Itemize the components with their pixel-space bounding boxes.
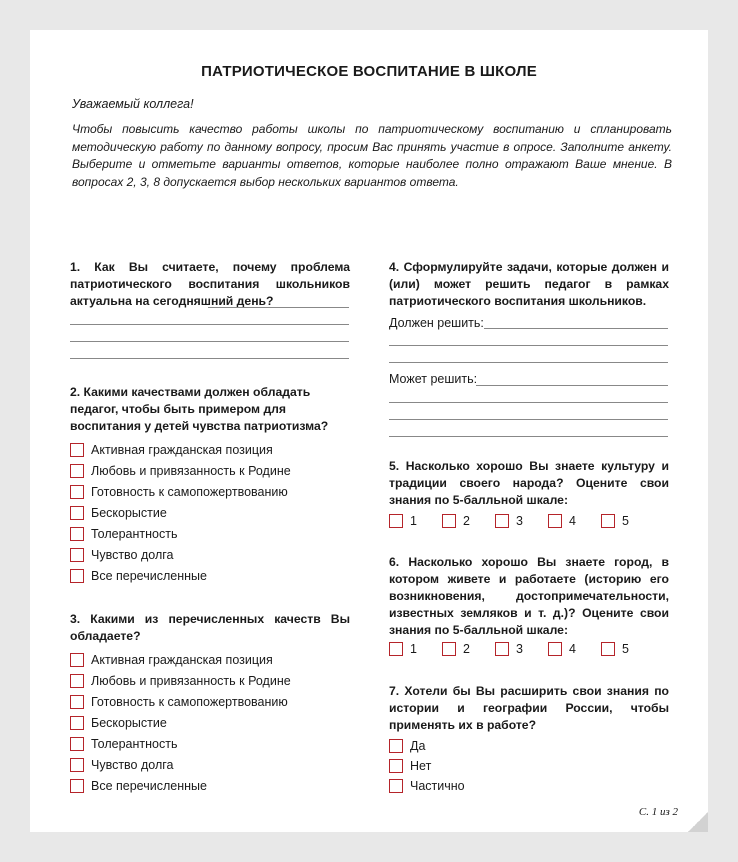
option-checkbox[interactable] (70, 464, 291, 478)
rating-option[interactable] (601, 642, 654, 656)
option-label: Да (410, 739, 426, 753)
option-checkbox[interactable] (70, 716, 167, 730)
rating-scale (389, 642, 654, 656)
checkbox[interactable] (389, 779, 403, 793)
question-3 (70, 611, 350, 645)
answer-line[interactable] (208, 307, 349, 308)
answer-line[interactable] (389, 402, 668, 403)
option-checkbox[interactable] (70, 443, 273, 457)
option-checkbox[interactable] (70, 506, 167, 520)
page-number: С. 1 из 2 (638, 806, 678, 818)
checkbox[interactable] (70, 506, 84, 520)
intro-text: Чтобы повысить качество работы школы по патриотическому воспитанию и спланировать методическую работу по данному вопросу, просим Вас принять участие в опросе. Заполните анкету. Выберите и отметьте варианты ответов, которые наиболее полно отражают Ваше мнение. В вопросах 2, 3, 8 допускается выбор нескольких вариантов ответа. (72, 122, 672, 189)
option-label: Бескорыстие (91, 506, 167, 520)
option-checkbox[interactable] (70, 737, 177, 751)
rating-label: 1 (410, 642, 417, 656)
question-1-text: 1. Как Вы считаете, почему проблема патриотического воспитания школьников актуальна на сегодняшний день? (70, 260, 350, 308)
question-6-text: 6. Насколько хорошо Вы знаете город, в котором живете и работаете (историю его возникновения, достопримечательности, известных земляков и т. д.)? Оцените свои знания по 5-балльной шкале: (389, 555, 669, 637)
question-6 (389, 554, 669, 639)
question-5 (389, 458, 669, 509)
question-7 (389, 683, 669, 734)
option-label: Чувство долга (91, 548, 174, 562)
answer-line[interactable] (70, 324, 349, 325)
rating-option[interactable] (442, 514, 495, 528)
rating-label: 4 (569, 514, 576, 528)
checkbox[interactable] (548, 514, 562, 528)
option-checkbox[interactable] (389, 779, 465, 793)
rating-label: 5 (622, 514, 629, 528)
checkbox[interactable] (70, 443, 84, 457)
answer-line[interactable] (389, 436, 668, 437)
rating-option[interactable] (389, 514, 442, 528)
option-checkbox[interactable] (70, 758, 173, 772)
rating-scale (389, 514, 654, 528)
checkbox[interactable] (389, 514, 403, 528)
answer-line[interactable] (389, 362, 668, 363)
checkbox[interactable] (70, 695, 84, 709)
checkbox[interactable] (70, 569, 84, 583)
rating-option[interactable] (548, 642, 601, 656)
option-label: Чувство долга (91, 758, 174, 772)
checkbox[interactable] (70, 548, 84, 562)
option-checkbox[interactable] (70, 485, 288, 499)
rating-option[interactable] (389, 642, 442, 656)
option-label: Готовность к самопожертвованию (91, 695, 288, 709)
checkbox[interactable] (70, 527, 84, 541)
checkbox[interactable] (70, 716, 84, 730)
answer-line[interactable] (70, 341, 349, 342)
option-checkbox[interactable] (70, 695, 288, 709)
option-label: Толерантность (91, 527, 178, 541)
answer-line[interactable] (70, 358, 349, 359)
question-4-text: 4. Сформулируйте задачи, которые должен и (или) может решить педагог в рамках патриотического воспитания школьников. (389, 260, 669, 308)
questionnaire-page (30, 30, 708, 832)
answer-line[interactable] (484, 328, 668, 329)
page-title: ПАТРИОТИЧЕСКОЕ ВОСПИТАНИЕ В ШКОЛЕ (201, 63, 537, 80)
rating-option[interactable] (442, 642, 495, 656)
question-2 (70, 384, 352, 435)
greeting: Уважаемый коллега! (72, 97, 194, 111)
must-label: Должен решить: (389, 316, 484, 330)
option-checkbox[interactable] (70, 569, 207, 583)
rating-option[interactable] (495, 514, 548, 528)
checkbox[interactable] (601, 642, 615, 656)
may-label: Может решить: (389, 372, 478, 386)
question-4 (389, 259, 669, 310)
option-checkbox[interactable] (389, 739, 425, 753)
rating-label: 3 (516, 514, 523, 528)
checkbox[interactable] (70, 674, 84, 688)
rating-option[interactable] (601, 514, 654, 528)
rating-label: 1 (410, 514, 417, 528)
checkbox[interactable] (70, 653, 84, 667)
question-5-text: 5. Насколько хорошо Вы знаете культуру и традиции своего народа? Оцените свои знания по 5-балльной шкале: (389, 459, 669, 507)
checkbox[interactable] (70, 758, 84, 772)
checkbox[interactable] (495, 514, 509, 528)
rating-label: 2 (463, 642, 470, 656)
option-checkbox[interactable] (70, 527, 177, 541)
rating-label: 2 (463, 514, 470, 528)
option-label: Любовь и привязанность к Родине (91, 674, 291, 688)
page-curl (688, 812, 708, 832)
checkbox[interactable] (70, 464, 84, 478)
checkbox[interactable] (70, 779, 84, 793)
checkbox[interactable] (548, 642, 562, 656)
option-checkbox[interactable] (70, 674, 291, 688)
question-1 (70, 259, 350, 310)
checkbox[interactable] (495, 642, 509, 656)
option-checkbox[interactable] (70, 779, 207, 793)
answer-line[interactable] (389, 419, 668, 420)
question-2-text: 2. Какими качествами должен обладать педагог, чтобы быть примером для воспитания у детей чувства патриотизма? (70, 385, 329, 433)
checkbox[interactable] (601, 514, 615, 528)
checkbox[interactable] (389, 739, 403, 753)
checkbox[interactable] (70, 485, 84, 499)
option-checkbox[interactable] (70, 653, 273, 667)
checkbox[interactable] (389, 642, 403, 656)
option-label: Все перечисленные (91, 569, 207, 583)
option-label: Любовь и привязанность к Родине (91, 464, 291, 478)
question-3-text: 3. Какими из перечисленных качеств Вы обладаете? (70, 612, 350, 643)
checkbox[interactable] (70, 737, 84, 751)
option-checkbox[interactable] (70, 548, 173, 562)
rating-option[interactable] (495, 642, 548, 656)
option-label: Частично (410, 779, 465, 793)
option-checkbox[interactable] (389, 759, 431, 773)
option-label: Бескорыстие (91, 716, 167, 730)
option-label: Толерантность (91, 737, 178, 751)
answer-line[interactable] (476, 385, 668, 386)
option-label: Активная гражданская позиция (91, 653, 273, 667)
option-label: Активная гражданская позиция (91, 443, 273, 457)
checkbox[interactable] (442, 642, 456, 656)
rating-label: 3 (516, 642, 523, 656)
rating-label: 4 (569, 642, 576, 656)
rating-label: 5 (622, 642, 629, 656)
checkbox[interactable] (442, 514, 456, 528)
answer-line[interactable] (389, 345, 668, 346)
checkbox[interactable] (389, 759, 403, 773)
rating-option[interactable] (548, 514, 601, 528)
option-label: Готовность к самопожертвованию (91, 485, 288, 499)
option-label: Все перечисленные (91, 779, 207, 793)
option-label: Нет (410, 759, 432, 773)
question-7-text: 7. Хотели бы Вы расширить свои знания по истории и географии России, чтобы применять их в работе? (389, 684, 669, 732)
